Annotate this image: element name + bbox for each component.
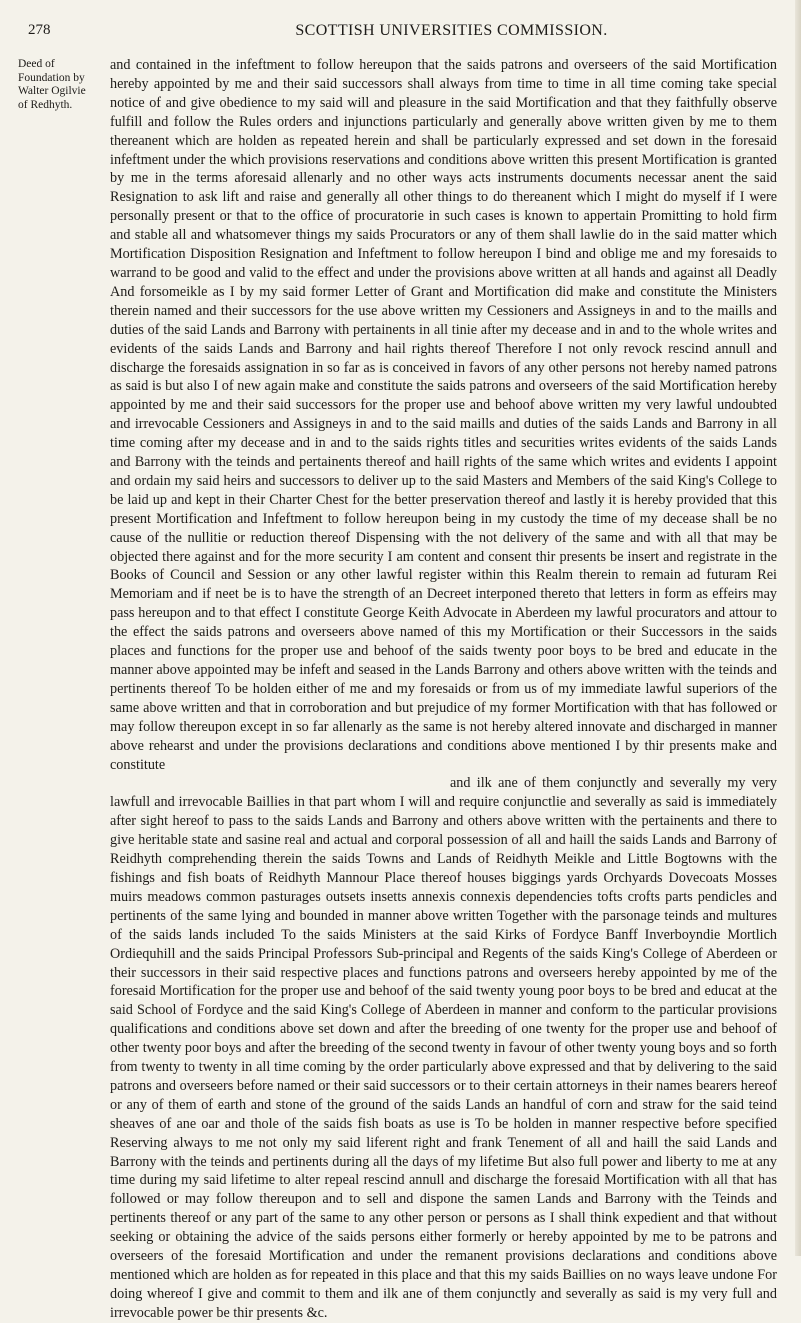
paragraph-1: and contained in the infeftment to follow hereupon that the saids patrons and overseers of the said Mortification hereby appointed by me and their said successors shall always from time to time in all time coming take special notice of and give obedience to my said will and pleasure in the said Mortification and that they faithfully observe fulfill and follow the Rules orders and injunctions particularly and generally above written given by me to them thereanent which are holden as repeated herein and shall be particularly expressed and set down in the foresaid infeftment under the which provisions reservations and conditions above written this present Mortification is granted by me in the terms aforesaid allenarly and no other ways acts instruments documents necessar anent the said Resignation to ask lift and raise and generally all other things to do thereanent which I might do myself if I were personally present or that to the office of procuratorie in such cases is known to appertain Promitting to hold firm and stable all and whatsomever things my saids Procurators or any of them shall lawlie do in the said matter which Mortification Disposition Resignation and Infeftment to follow hereupon I bind and oblige me and my foresaids to warrand to be good and valid to the effect and under the provisions above written at all hands and against all Deadly And forsomeikle as I by my said former Letter of Grant and Mortification did make and constitute the Ministers therein named and their successors for the use above written my Cessioners and Assigneys in and to the maills and duties of the said Lands and Barrony with pertainents in all tinie after my decease and in and to the whole writes and evidents of the saids Lands and Barrony and hail rights thereof Therefore I not only revock rescind annull and discharge the foresaids assignation in so far as is conceived in favors of any other persons not hereby named patrons as said is but also I of new again make and constitute the saids patrons and overseers of the said Mortification hereby appointed by me and their said successors for the proper use and behoof above written my very lawful undoubted and irrevocable Cessioners and Assigneys in and to the said maills and duties of the saids Lands and Barrony in all time coming after my decease and in and to the saids rights titles and securities writes evidents of the saids Lands and Barrony with the teinds and pertainents thereof and haill rights of the same which writes and evidents I appoint and ordain my said heirs and successors to deliver up to the said Masters and Members of the said King's College to be laid up and kept in their Charter Chest for the better preservation thereof and lastly it is hereby provided that this present Mortification and Infeftment to follow hereupon being in my custody the time of my decease shall be no cause of the nullitie or reduction thereof Dispensing with the not delivery of the same and with all that may be objected there against and for the more security I am content and consent thir presents be insert and registrate in the Books of Council and Session or any other lawful register within this Realm therein to remain ad futuram Rei Memoriam and if neet be is to have the strength of an Decreet interponed thereto that letters in form as effeirs may pass hereupon and to that effect I constitute George Keith Advocate in Aberdeen my lawful procurators and attour to the effect the saids patrons and overseers above named of this my Mortification or their Successors in the saids places and functions for the proper use and behoof of the saids twenty poor boys to be bred and educate in the manner above appointed may be infeft and seased in the Lands Barrony and others above written with the teinds and pertinents thereof To be holden either of me and my foresaids or from us of my immediate lawful superiors of the same above written and that in corroboration and but prejudice of my former Mortification with that has followed or may follow thereupon except in so far allenarly as the same is not hereby altered innovate and discharged in manner above rehearst and under the provisions declarations and conditions above mentioned I by thir presents make and constitute (110, 57, 777, 773)
page-number: 278 (28, 22, 51, 38)
running-title: SCOTTISH UNIVERSITIES COMMISSION. (295, 22, 608, 39)
page-edge (795, 0, 801, 1256)
marginal-note: Deed of Foundation by Walter Ogilvie of Redhyth. (18, 58, 86, 111)
paragraph-2: and ilk ane of them conjunctly and severally my very lawfull and irrevocable Baillies in that part whom I will and require conjunctlie and severally as said is immediately after sight hereof to pass to the saids Lands and Barrony and others above written with the pertainents and there to give heritable state and sasine real and actual and corporal possession of all and haill the saids Lands and Barrony of Reidhyth comprehending therein the saids Towns and Lands of Reidhyth Meikle and Little Bogtowns with the fishings and fish boats of Reidhyth Mannour Place thereof houses biggings yards Orchyards Dovecoats Mosses muirs meadows common pasturages outsets insetts annexis connexis dependencies tofts crofts parts pendicles and pertinents of the same lying and bounded in manner above written Together with the parsonage teinds and multures of the saids lands included To the saids Ministers at the said Kirks of Fordyce Banff Inverboyndie Mortlich Ordiequhill and the saids Principal Professors Sub-principal and Regents of the saids King's College of Aberdeen or their successors in their said respective places and functions patrons and overseers hereby appointed by me of the foresaid Mortification for the proper use and behoof of the said twenty young poor boys to be bred and educat at the said School of Fordyce and the said King's College of Aberdeen in manner and conform to the particular provisions qualifications and conditions above set down and after the breeding of one twenty for the proper use and behoof of other twenty poor boys and after the breeding of the second twenty in favour of other twenty young boys and so forth from twenty to twenty in all time coming by the order particularly above expressed and that by delivering to the said patrons and overseers before named or their said successors or to their certain attorneys in their names bearers hereof or any of them of earth and stone of the ground of the saids Lands an handful of corn and straw for the said teind sheaves of ane oar and thole of the saids fish boats as use is To be holden in manner respective before specified Reserving always to me not only my said liferent right and frank Tenement of all and haill the said Lands and Barrony with the teinds and pertinents during all the days of my lifetime But also full power and liberty to me at any time during my said lifetime to alter repeal rescind annull and discharge the foresaid Mortification with all that has followed or may follow thereupon and to sell and dispone the samen Lands and Barrony with the Teinds and pertinents thereof or any part of the same to any other person or persons as I shall think expedient and that without seeking or obtaining the advice of the saids persons either formerly or hereby appointed by me to be patrons and overseers of the foresaid Mortification and under the remanent provisions declarations and conditions above mentioned which are holden as for repeated in this place and that this my saids Baillies on no ways leave undone For doing whereof I give and commit to them and ilk ane of them conjunctly and severally as said is my very full and irrevocable power be thir presents &c. (110, 775, 777, 1321)
page-header (28, 14, 785, 44)
body-text (110, 56, 777, 1323)
